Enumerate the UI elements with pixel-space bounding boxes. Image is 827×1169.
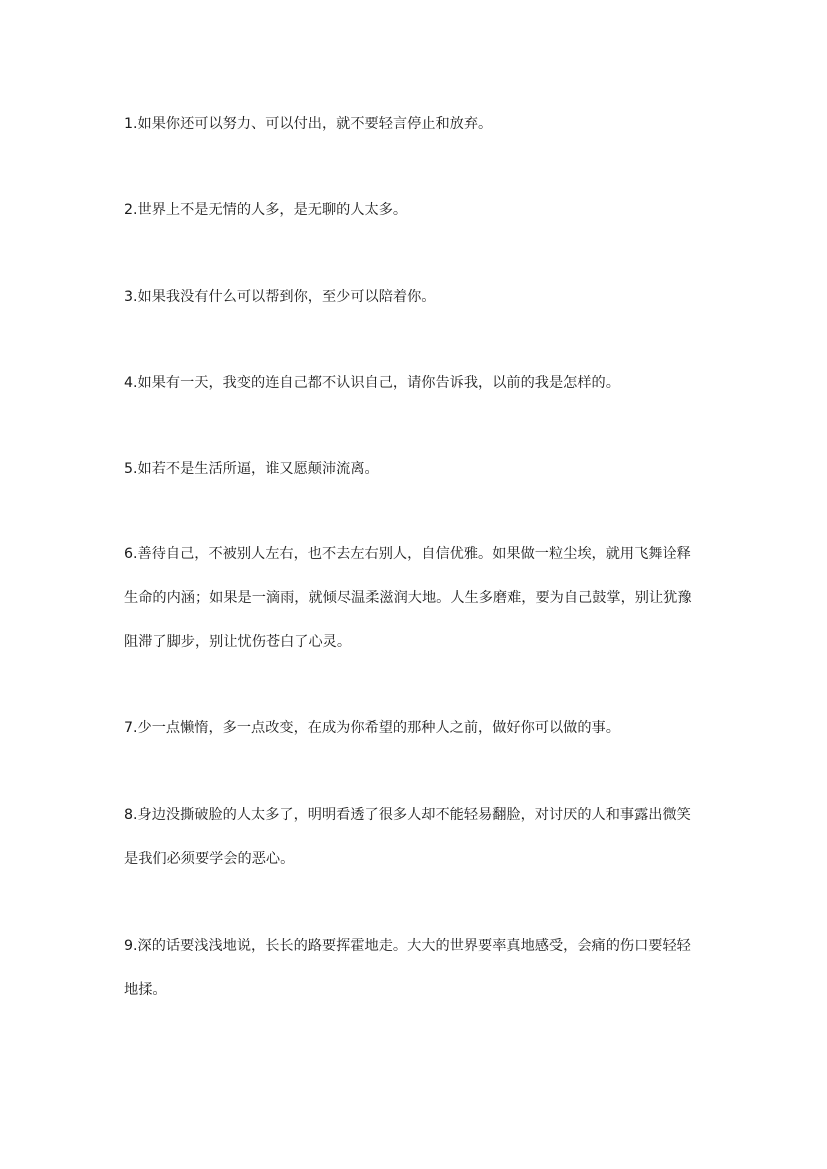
paragraph-2 — [124, 188, 714, 232]
paragraph-line: 是我们必须要学会的恶心。 — [124, 851, 295, 867]
paragraph-line: 4.如果有一天，我变的连自己都不认识自己，请你告诉我，以前的我是怎样的。 — [124, 375, 620, 391]
paragraph-line: 生命的内涵；如果是一滴雨，就倾尽温柔滋润大地。人生多磨难，要为自己鼓掌，别让犹豫 — [124, 590, 692, 606]
paragraph-line: 7.少一点懒惰，多一点改变，在成为你希望的那种人之前，做好你可以做的事。 — [124, 720, 620, 736]
paragraph-9 — [124, 924, 714, 1012]
paragraph-3 — [124, 275, 714, 319]
paragraph-line: 1.如果你还可以努力、可以付出，就不要轻言停止和放弃。 — [124, 116, 493, 132]
paragraph-4 — [124, 361, 714, 405]
paragraph-line: 8.身边没撕破脸的人太多了，明明看透了很多人却不能轻易翻脸，对讨厌的人和事露出微笑 — [124, 807, 691, 823]
paragraph-line: 地揉。 — [124, 982, 167, 998]
paragraph-line: 9.深的话要浅浅地说，长长的路要挥霍地走。大大的世界要率真地感受，会痛的伤口要轻轻 — [124, 938, 691, 954]
paragraph-line: 5.如若不是生活所逼，谁又愿颠沛流离。 — [124, 461, 379, 477]
paragraph-line: 6.善待自己，不被别人左右，也不去左右别人，自信优雅。如果做一粒尘埃，就用飞舞诠释 — [124, 546, 691, 562]
paragraph-7 — [124, 706, 714, 750]
paragraph-line: 阻滞了脚步，别让忧伤苍白了心灵。 — [124, 634, 352, 650]
paragraph-1 — [124, 102, 714, 146]
paragraph-line: 2.世界上不是无情的人多，是无聊的人太多。 — [124, 202, 408, 218]
paragraph-line: 3.如果我没有什么可以帮到你，至少可以陪着你。 — [124, 289, 436, 305]
paragraph-5 — [124, 447, 714, 491]
paragraph-8 — [124, 793, 714, 881]
paragraph-6 — [124, 532, 714, 664]
